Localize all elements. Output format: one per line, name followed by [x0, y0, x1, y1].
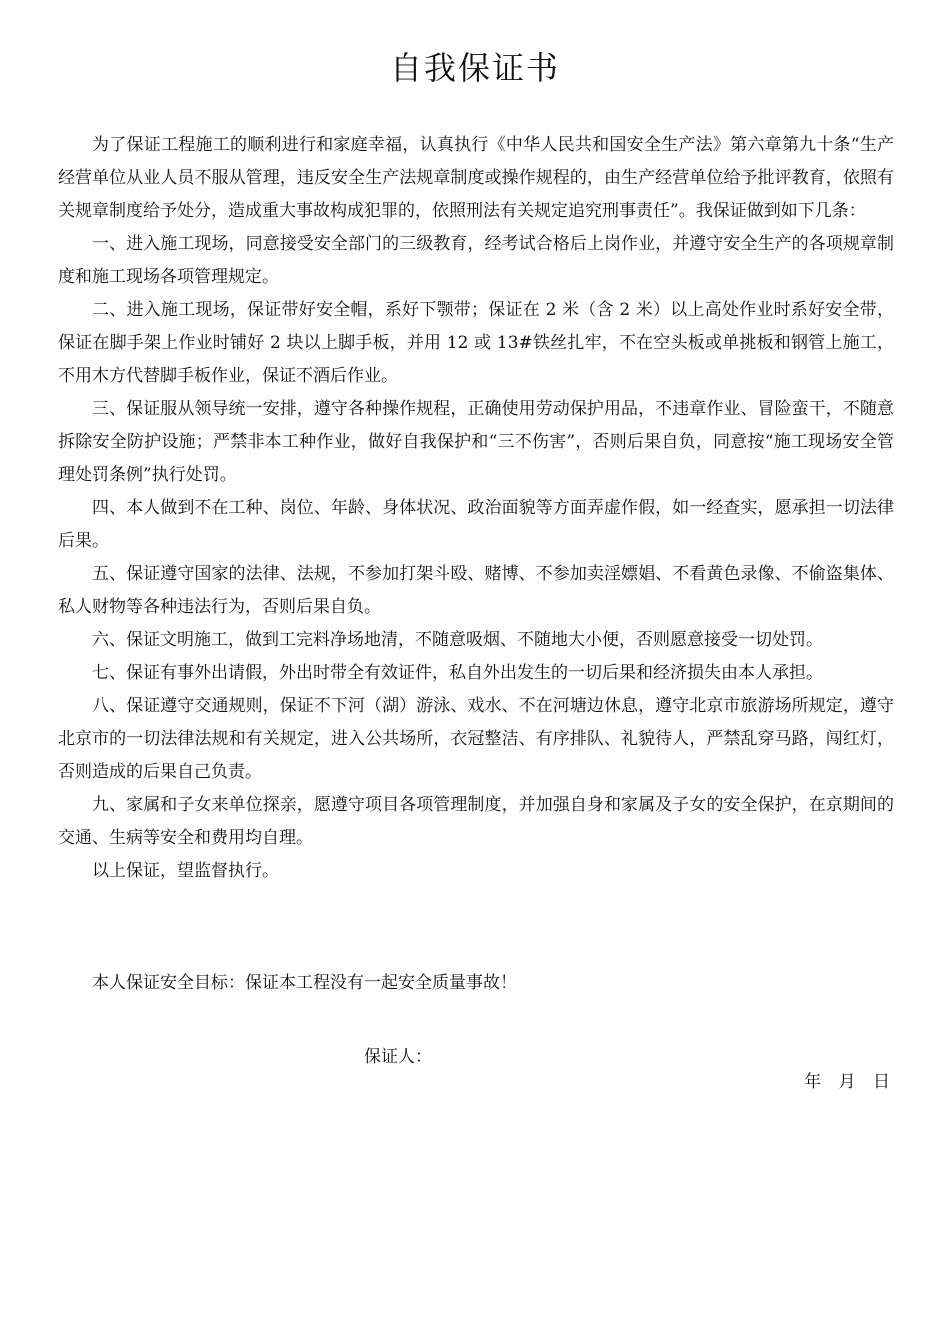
clause-3: 三、保证服从领导统一安排，遵守各种操作规程，正确使用劳动保护用品，不违章作业、冒险蛮干，不随意拆除安全防护设施；严禁非本工种作业，做好自我保护和“三不伤害”，否则后果自负，同意按“施工现场安全管理处罚条例”执行处罚。 [58, 399, 894, 485]
clause-2: 二、进入施工现场，保证带好安全帽，系好下颚带；保证在 2 米（含 2 米）以上高处作业时系好安全带，保证在脚手架上作业时铺好 2 块以上脚手板，并用 12 或 13#铁丝扎牢，不在空头板或单挑板和钢管上施工，不用木方代替脚手板作业，保证不酒后作业。 [58, 300, 894, 386]
preamble-paragraph: 为了保证工程施工的顺利进行和家庭幸福，认真执行《中华人民共和国安全生产法》第六章第九十条“生产经营单位从业人员不服从管理，违反安全生产法规章制度或操作规程的，由生产经营单位给予批评教育，依照有关规章制度给予处分，造成重大事故构成犯罪的，依照刑法有关规定追究刑事责任”。我保证做到如下几条： [58, 135, 894, 221]
closing-paragraph: 以上保证，望监督执行。 [92, 861, 279, 881]
safety-goal: 本人保证安全目标：保证本工程没有一起安全质量事故！ [92, 973, 517, 993]
document-title: 自我保证书 [389, 49, 560, 87]
clause-4: 四、本人做到不在工种、岗位、年龄、身体状况、政治面貌等方面弄虚作假，如一经查实，愿承担一切法律后果。 [58, 498, 894, 551]
clause-9: 九、家属和子女来单位探亲，愿遵守项目各项管理制度，并加强自身和家属及子女的安全保护，在京期间的交通、生病等安全和费用均自理。 [58, 795, 894, 848]
clause-1: 一、进入施工现场，同意接受安全部门的三级教育，经考试合格后上岗作业，并遵守安全生产的各项规章制度和施工现场各项管理规定。 [58, 234, 894, 287]
clause-7: 七、保证有事外出请假，外出时带全有效证件，私自外出发生的一切后果和经济损失由本人承担。 [92, 663, 823, 683]
clause-5: 五、保证遵守国家的法律、法规，不参加打架斗殴、赌博、不参加卖淫嫖娼、不看黄色录像、不偷盗集体、私人财物等各种违法行为，否则后果自负。 [58, 564, 894, 617]
document-body [58, 129, 894, 888]
guarantor-signature-label: 保证人： [364, 1047, 432, 1067]
clause-8: 八、保证遵守交通规则，保证不下河（湖）游泳、戏水、不在河塘边休息，遵守北京市旅游场所规定，遵守北京市的一切法律法规和有关规定，进入公共场所，衣冠整洁、有序排队、礼貌待人，严禁乱穿马路，闯红灯，否则造成的后果自己负责。 [58, 696, 894, 782]
clause-6: 六、保证文明施工，做到工完料净场地清，不随意吸烟、不随地大小便，否则愿意接受一切处罚。 [92, 630, 823, 650]
date-line: 年 月 日 [804, 1072, 890, 1092]
